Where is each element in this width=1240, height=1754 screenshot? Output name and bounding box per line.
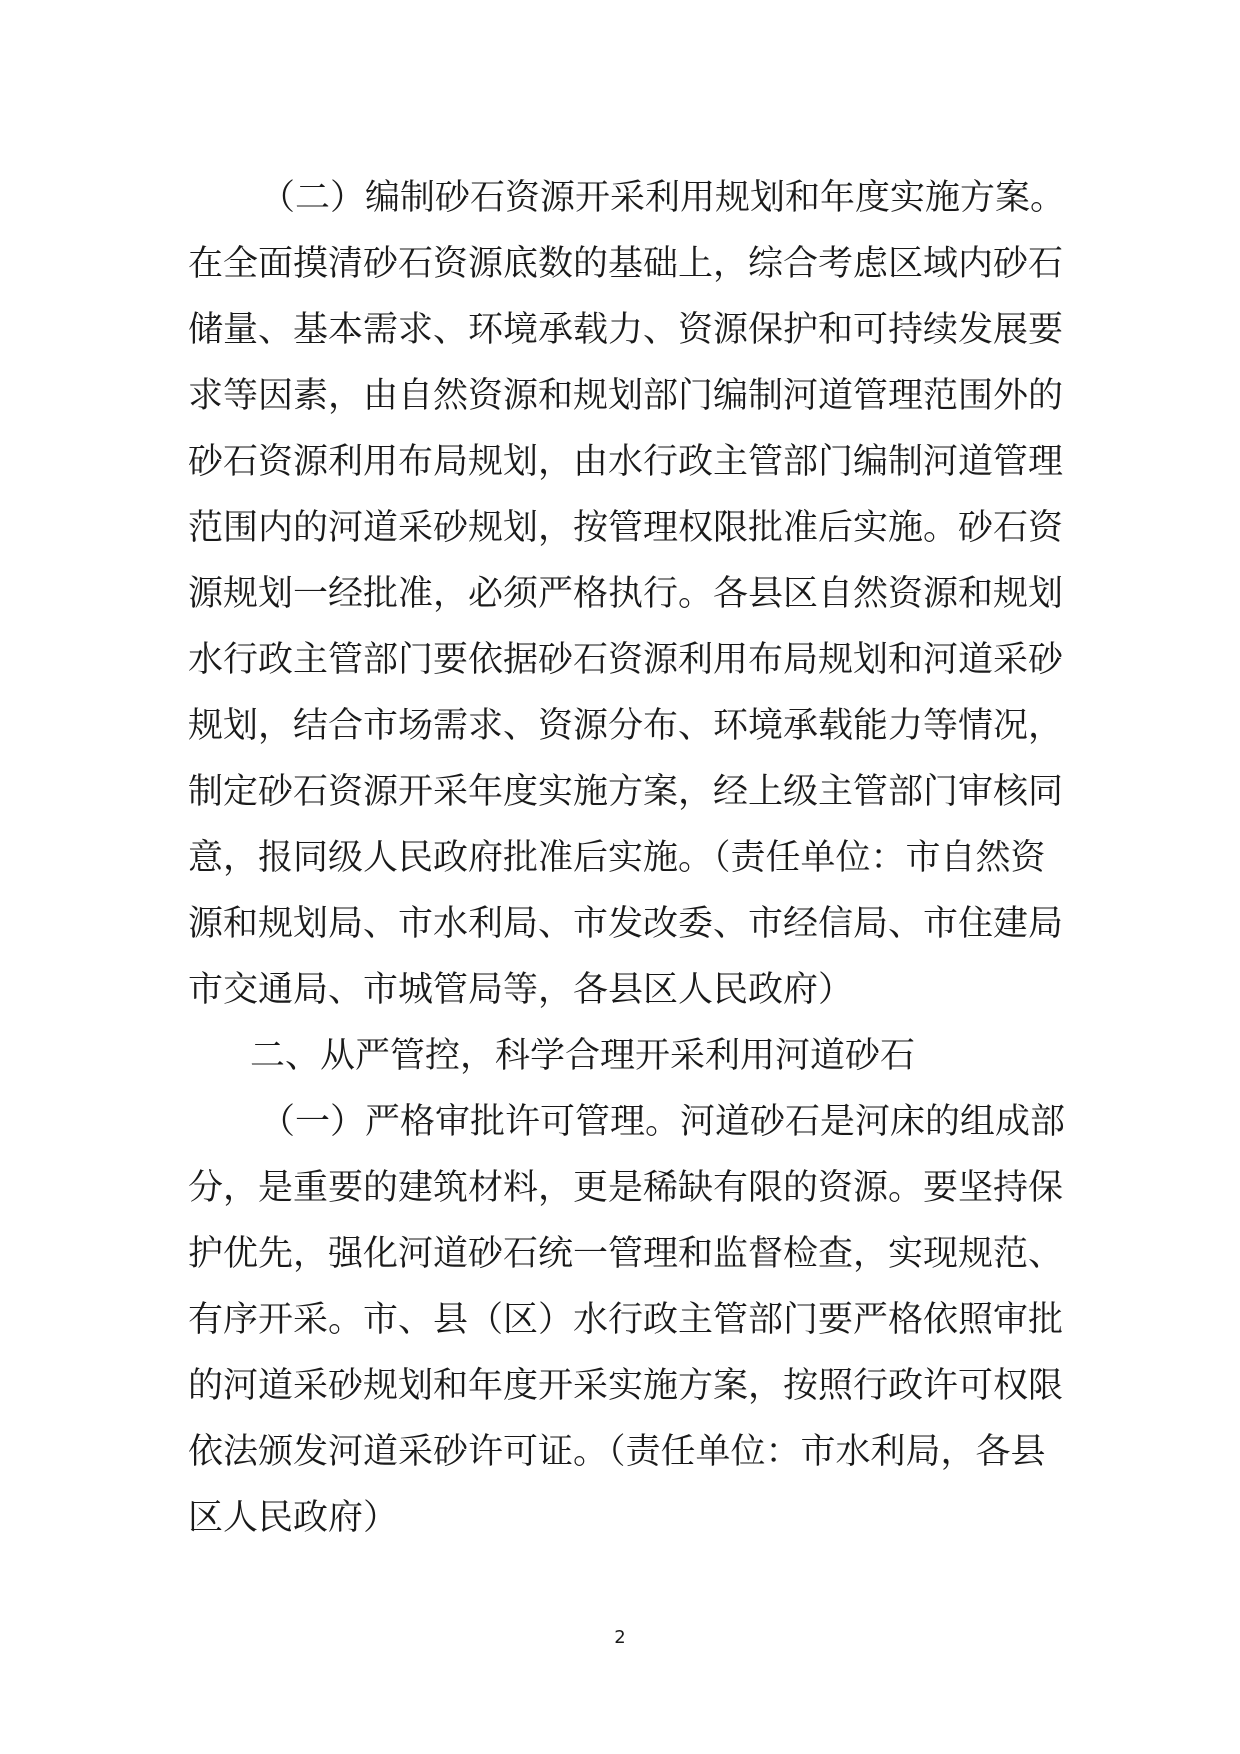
paragraph-line: 储量、基本需求、环境承载力、资源保护和可持续发展要 — [188, 310, 1064, 350]
paragraph-line: 规划，结合市场需求、资源分布、环境承载能力等情况， — [188, 706, 1064, 746]
paragraph-line: 砂石资源利用布局规划，由水行政主管部门编制河道管理 — [188, 442, 1064, 482]
paragraph-line: 市交通局、市城管局等，各县区人民政府） — [188, 970, 854, 1010]
paragraph-line: 水行政主管部门要依据砂石资源利用布局规划和河道采砂 — [188, 640, 1064, 680]
paragraph-line: 制定砂石资源开采年度实施方案，经上级主管部门审核同 — [188, 772, 1064, 812]
paragraph-line: 的河道采砂规划和年度开采实施方案，按照行政许可权限 — [188, 1366, 1064, 1406]
paragraph-line: 护优先，强化河道砂石统一管理和监督检查，实现规范、 — [188, 1234, 1064, 1274]
paragraph-line: 在全面摸清砂石资源底数的基础上，综合考虑区域内砂石 — [188, 244, 1064, 284]
paragraph-line: 区人民政府） — [188, 1498, 399, 1538]
section-heading: 二、从严管控，科学合理开采利用河道砂石 — [250, 1036, 916, 1076]
page-number: 2 — [614, 1627, 626, 1648]
paragraph-line-subsection-1-heading: （一）严格审批许可管理。河道砂石是河床的组成部 — [260, 1102, 1066, 1142]
paragraph-line: 分，是重要的建筑材料，更是稀缺有限的资源。要坚持保 — [188, 1168, 1064, 1208]
paragraph-line: 求等因素，由自然资源和规划部门编制河道管理范围外的 — [188, 376, 1064, 416]
paragraph-line: 范围内的河道采砂规划，按管理权限批准后实施。砂石资 — [188, 508, 1064, 548]
paragraph-line: 源规划一经批准，必须严格执行。各县区自然资源和规划 — [188, 574, 1064, 614]
paragraph-line: 有序开采。市、县（区）水行政主管部门要严格依照审批 — [188, 1300, 1064, 1340]
paragraph-line-section-2-heading: （二）编制砂石资源开采利用规划和年度实施方案。 — [260, 178, 1066, 218]
document-body — [188, 165, 1066, 1551]
paragraph-line: 意，报同级人民政府批准后实施。（责任单位：市自然资 — [188, 838, 1046, 878]
paragraph-line: 依法颁发河道采砂许可证。（责任单位：市水利局，各县 — [188, 1432, 1046, 1472]
paragraph-line: 源和规划局、市水利局、市发改委、市经信局、市住建局 — [188, 904, 1064, 944]
